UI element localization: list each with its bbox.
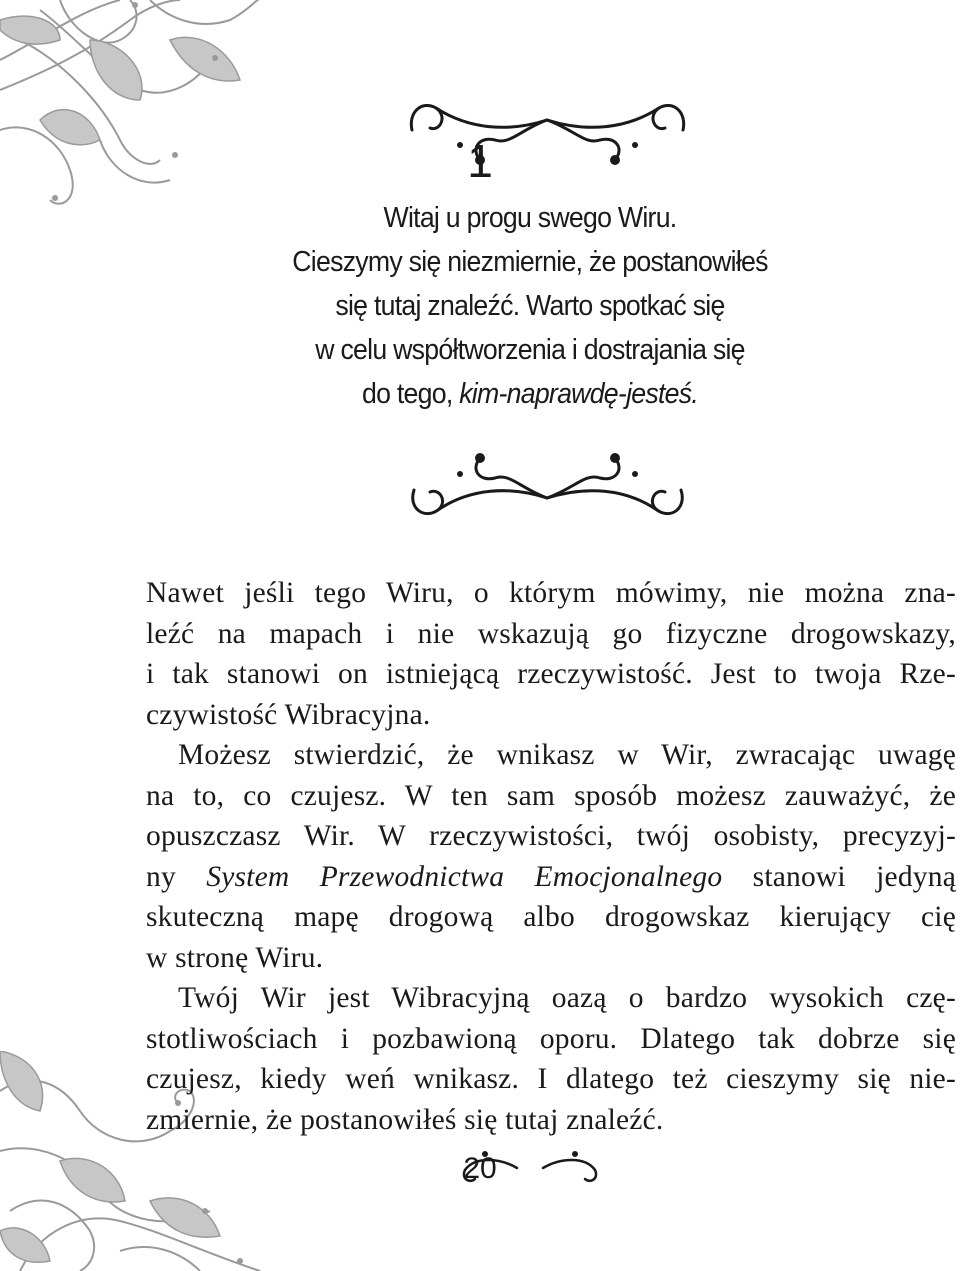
paragraph-line: stotliwościach i pozbawioną oporu. Dlatego tak dobrze się	[146, 1022, 956, 1055]
paragraph-line: Nawet jeśli tego Wiru, o którym mówimy, nie można zna-	[146, 577, 956, 609]
floral-corner-top-left	[0, 0, 300, 220]
line-suffix: stanowi jedyną	[722, 860, 956, 893]
body-text	[146, 573, 956, 1140]
intro-line: się tutaj znaleźć. Warto spotkać się	[335, 290, 725, 322]
line-prefix: ny	[146, 860, 207, 893]
intro-line	[263, 372, 797, 416]
paragraph-line: i tak stanowi on istniejącą rzeczywistość. Jest to twoja Rze-	[146, 658, 956, 690]
paragraph-line: w stronę Wiru.	[146, 941, 324, 974]
page-number: 20	[463, 1152, 497, 1185]
paragraph-line: czujesz, kiedy weń wnikasz. I dlatego też cieszymy się nie-	[146, 1063, 956, 1095]
paragraph-line: czywistość Wibracyjna.	[146, 698, 431, 731]
paragraph-line: skuteczną mapę drogową albo drogowskaz kierujący cię	[146, 901, 956, 933]
paragraph-line: Możesz stwierdzić, że wnikasz w Wir, zwracając uwagę	[178, 739, 956, 771]
intro-emphasis: kim-naprawdę-jesteś.	[459, 378, 699, 410]
emphasis-system-name: System Przewodnictwa Emocjonalnego	[206, 860, 723, 893]
chapter-intro	[263, 196, 797, 416]
paragraph-line: zmiernie, że postanowiłeś się tutaj znaleźć.	[146, 1103, 664, 1136]
paragraph-line: opuszczasz Wir. W rzeczywistości, twój osobisty, precyzyj-	[146, 820, 956, 852]
paragraph-line: na to, co czujesz. W ten sam sposób możesz zauważyć, że	[146, 779, 956, 812]
paragraph-line: leźć na mapach i nie wskazują go fizyczne drogowskazy,	[146, 617, 956, 650]
paragraph-line: Twój Wir jest Wibracyjną oazą o bardzo wysokich czę-	[178, 982, 956, 1014]
chapter-number: 1	[467, 135, 493, 187]
intro-last-prefix: do tego,	[361, 378, 460, 410]
intro-line: Witaj u progu swego Wiru.	[383, 202, 677, 234]
intro-line: w celu współtworzenia i dostrajania się	[315, 334, 745, 366]
scroll-ornament-middle	[400, 440, 695, 530]
paragraph-line	[146, 857, 956, 898]
intro-line: Cieszymy się niezmiernie, że postanowiłeś	[292, 246, 768, 278]
